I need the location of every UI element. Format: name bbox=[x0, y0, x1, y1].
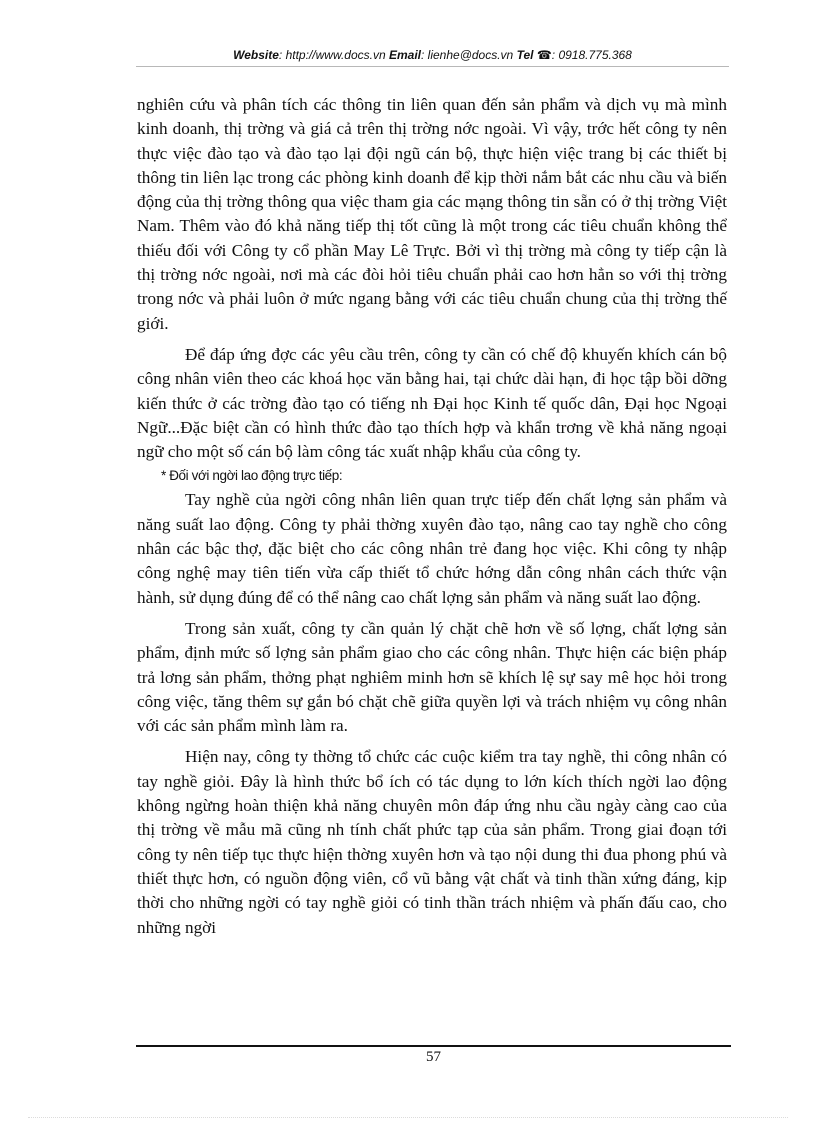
email-value: : lienhe@docs.vn bbox=[421, 48, 514, 62]
paragraph-1: nghiên cứu và phân tích các thông tin liên quan đến sản phẩm và dịch vụ mà mình kinh doanh, thị trờng và giá cả trên thị trờng nớc ngoài. Vì vậy, trớc hết công ty nên thực việc đào tạo và đào tạo lại đội ngũ cán bộ, thực hiện việc trang bị các thiết bị thông tin liên lạc trong các phòng kinh doanh để kịp thời nắm bắt các nhu cầu và biến động của thị trờng thông qua việc tham gia các mạng thông tin sẵn có ở thị trờng Việt Nam. Thêm vào đó khả năng tiếp thị tốt cũng là một trong các tiêu chuẩn không thể thiếu đối với Công ty cổ phần May Lê Trực. Bởi vì thị trờng mà công ty tiếp cận là thị trờng nớc ngoài, nơi mà các đòi hỏi tiêu chuẩn phải cao hơn hẳn so với thị trờng trong nớc và phải luôn ở mức ngang bằng với các tiêu chuẩn chung của thị trờng thế giới. bbox=[137, 95, 727, 333]
section-subheading: * Đối với ngời lao động trực tiếp: bbox=[161, 468, 343, 484]
paragraph-2: Để đáp ứng đợc các yêu cầu trên, công ty cần có chế độ khuyến khích cán bộ công nhân viên theo các khoá học văn bằng hai, tại chức dài hạn, đi học tập bồi dỡng kiến thức ở các trờng đào tạo có tiếng nh Đại học Kinh tế quốc dân, Đại học Ngoại Ngữ...Đặc biệt cần có hình thức đào tạo thích hợp và khẩn trơng về khả năng ngoại ngữ cho một số cán bộ làm công tác xuất nhập khẩu của công ty. bbox=[137, 344, 727, 462]
page-number: 57 bbox=[426, 1049, 441, 1065]
paragraph-4: Trong sản xuất, công ty cần quản lý chặt chẽ hơn về số lợng, chất lợng sản phẩm, định mức số lợng sản phẩm giao cho các công nhân. Thực hiện các biện pháp trả lơng sản phẩm, thởng phạt nghiêm minh hơn sẽ khích lệ sự say mê học hỏi trong công việc, tăng thêm sự gắn bó chặt chẽ giữa quyền lợi và trách nhiệm vụ công nhân với các sản phẩm mình làm ra. bbox=[137, 618, 727, 736]
paragraph-5: Hiện nay, công ty thờng tổ chức các cuộc kiểm tra tay nghề, thi công nhân có tay nghề giỏi. Đây là hình thức bổ ích có tác dụng to lớn kích thích ngời lao động không ngừng hoàn thiện khả năng chuyên môn đáp ứng nhu cầu ngày càng cao của thị trờng về mẫu mã cũng nh tính chất phức tạp của sản phẩm. Trong giai đoạn tới công ty nên tiếp tục thực hiện thờng xuyên hơn và tạo nội dung thi đua phong phú và thiết thực hơn, có nguồn động viên, cổ vũ bằng vật chất và tinh thần xứng đáng, kịp thời cho những ngời có tay nghề giỏi có tinh thần trách nhiệm và phấn đấu cao, cho những ngời bbox=[137, 747, 727, 937]
email-label: Email bbox=[388, 48, 421, 62]
header-rule bbox=[136, 66, 729, 67]
page-bottom-border bbox=[28, 1117, 788, 1118]
paragraph-3: Tay nghề của ngời công nhân liên quan trực tiếp đến chất lợng sản phẩm và năng suất lao động. Công ty phải thờng xuyên đào tạo, nâng cao tay nghề cho công nhân các bậc thợ, đặc biệt cho các công nhân trẻ đang học việc. Khi công ty nhập công nghệ may tiên tiến vừa cấp thiết tổ chức hớng dẫn công nhân cách thức vận hành, sử dụng đúng để có thể nâng cao chất lợng sản phẩm và năng suất lao động. bbox=[137, 490, 727, 607]
website-value: : http://www.docs.vn bbox=[278, 48, 386, 62]
body-text bbox=[137, 93, 727, 940]
phone-icon: ☎ bbox=[536, 48, 552, 62]
page-header bbox=[136, 46, 729, 64]
tel-value: : 0918.775.368 bbox=[551, 48, 632, 62]
website-label: Website bbox=[233, 48, 279, 62]
tel-label: Tel bbox=[516, 48, 534, 62]
